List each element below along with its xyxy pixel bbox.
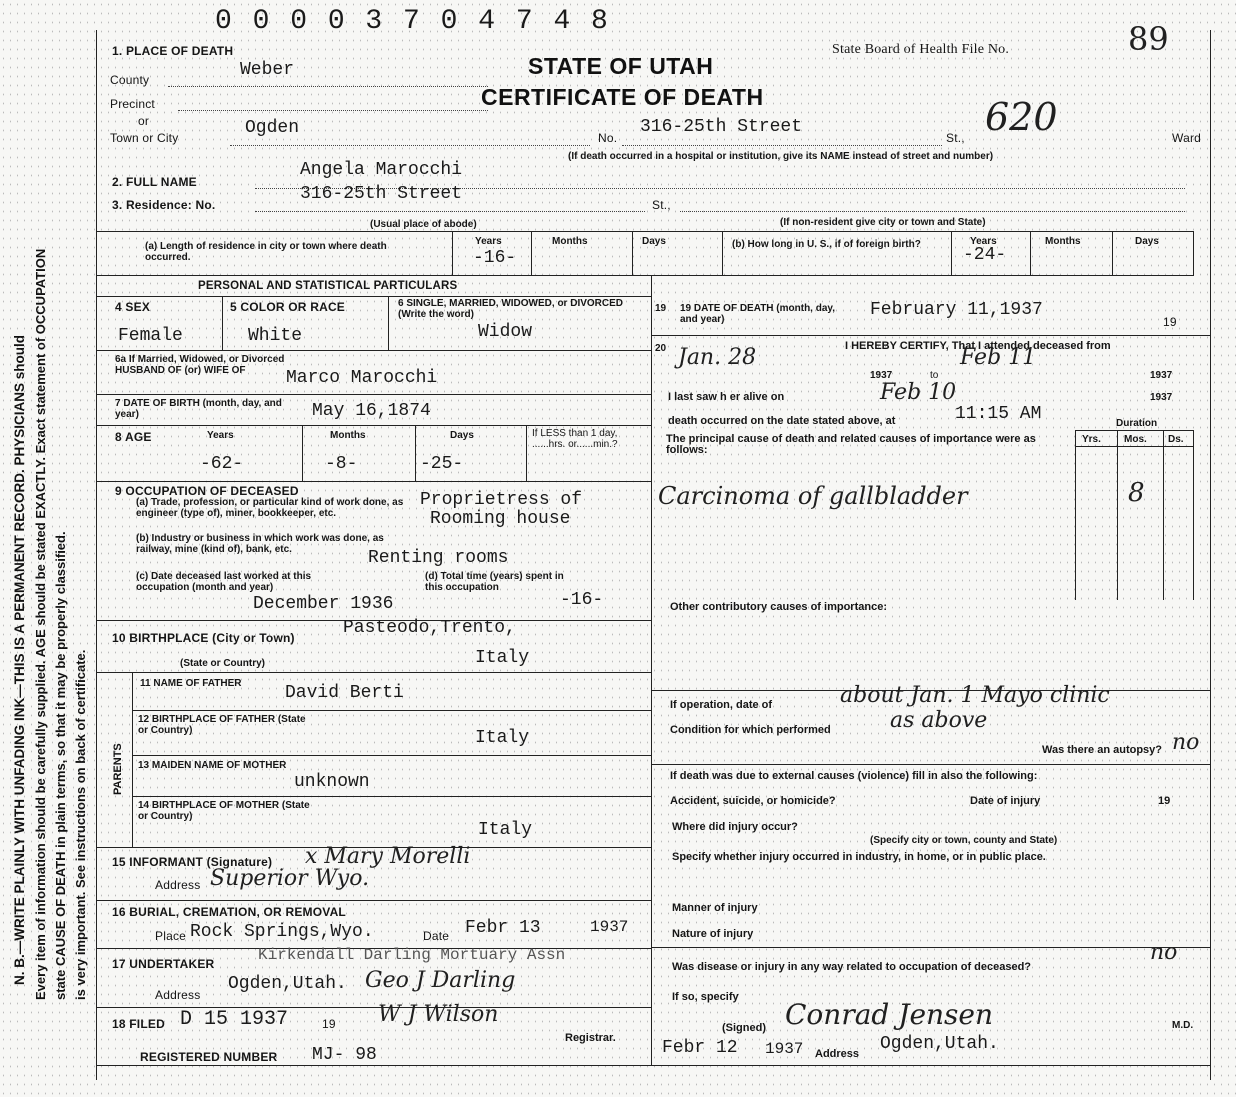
color-value: White xyxy=(248,326,303,346)
ds-header: Ds. xyxy=(1168,434,1184,445)
occ-a2-value: Rooming house xyxy=(430,509,571,529)
dod-label-no: 19 xyxy=(655,303,667,314)
signed-label: (Signed) xyxy=(722,1022,766,1034)
county-value: Weber xyxy=(240,60,295,80)
dob-label: 7 DATE OF BIRTH (month, day, and year) xyxy=(115,398,282,420)
father-birthplace-label: 12 BIRTHPLACE OF FATHER (State or Country) xyxy=(138,714,306,736)
filed-year-suffix: 19 xyxy=(322,1017,336,1031)
certificate-title: CERTIFICATE OF DEATH xyxy=(481,84,764,110)
precinct-label: Precinct xyxy=(110,97,155,111)
occ-a-value: Proprietress of xyxy=(420,490,583,510)
town-label: Town or City xyxy=(110,131,179,145)
local-number: 620 xyxy=(985,95,1058,139)
if-so-label: If so, specify xyxy=(672,991,739,1003)
us-days-header: Days xyxy=(1135,236,1159,247)
st-label: St., xyxy=(946,131,965,145)
sign-address: Ogden,Utah. xyxy=(880,1034,999,1054)
birthplace-city: Pasteodo,Trento, xyxy=(343,618,516,638)
reg-number: MJ- 98 xyxy=(312,1045,377,1065)
informant-address-label: Address xyxy=(155,878,201,892)
informant-signature: x Mary Morelli xyxy=(305,844,471,869)
physician-signature: Conrad Jensen xyxy=(785,998,994,1031)
side-note-4: is very important. See instructions on back of certificate. xyxy=(73,649,88,1000)
burial-label: 16 BURIAL, CREMATION, OR REMOVAL xyxy=(112,905,346,919)
years-header: Years xyxy=(475,236,502,247)
mos-header: Mos. xyxy=(1124,434,1147,445)
operation-label: If operation, date of xyxy=(670,699,773,711)
principal-cause-label: The principal cause of death and related causes of importance were as follows: xyxy=(666,433,1036,456)
side-note-2: Every item of information should be carefully supplied. AGE should be stated EXACTLY. Exact statement of OCCUPATION xyxy=(33,248,48,1000)
years-in-us: -24- xyxy=(963,245,1007,265)
us-years-header: Years xyxy=(970,236,997,247)
cause-of-death: Carcinoma of gallbladder xyxy=(658,482,968,510)
occ-b-label: (b) Industry or business in which work was done, as railway, mine (kind of), bank, etc. xyxy=(136,533,384,555)
side-note-1: N. B.—WRITE PLAINLY WITH UNFADING INK—THIS IS A PERMANENT RECORD. PHYSICIANS should xyxy=(12,334,27,985)
place-label: 1. PLACE OF DEATH xyxy=(112,44,234,58)
where-injury-label: Where did injury occur? xyxy=(672,821,798,833)
sex-value: Female xyxy=(118,326,183,346)
dob-value: May 16,1874 xyxy=(312,401,431,421)
informant-address: Superior Wyo. xyxy=(210,866,370,891)
external-causes-label: If death was due to external causes (violence) fill in also the following: xyxy=(670,770,1038,782)
last-saw-value: Feb 10 xyxy=(880,380,957,405)
undertaker-signature: Geo J Darling xyxy=(365,968,516,993)
or-label: or xyxy=(138,114,150,128)
town-value: Ogden xyxy=(245,118,300,138)
to-label: to xyxy=(930,370,939,381)
occupation-related-label: Was disease or injury in any way related to occupation of deceased? xyxy=(672,961,1032,973)
burial-place-label: Place xyxy=(155,929,187,943)
occ-d-label: (d) Total time (years) spent in this occupation xyxy=(425,571,564,593)
attended-from: Jan. 28 xyxy=(678,345,757,370)
spouse-label: 6a If Married, Widowed, or Divorced HUSBAND OF (or) WIFE OF xyxy=(115,354,285,376)
age-months: -8- xyxy=(325,454,358,474)
dod-value: February 11,1937 xyxy=(870,300,1043,320)
burial-place: Rock Springs,Wyo. xyxy=(190,922,374,942)
specify-city-note: (Specify city or town, county and State) xyxy=(870,835,1058,846)
informant-label: 15 INFORMANT (Signature) xyxy=(112,855,273,869)
undertaker-address: Ogden,Utah. xyxy=(228,974,347,994)
nature-injury-label: Nature of injury xyxy=(672,928,754,940)
injury-year: 19 xyxy=(1158,795,1171,807)
occ-c-label: (c) Date deceased last worked at this occupation (month and year) xyxy=(136,571,312,593)
marital-value: Widow xyxy=(478,322,533,342)
sign-year: 1937 xyxy=(765,1040,804,1058)
hospital-note: (If death occurred in a hospital or institution, give its NAME instead of street and number) xyxy=(568,151,994,162)
sign-date: Febr 12 xyxy=(662,1038,738,1058)
last-saw-year: 1937 xyxy=(1150,392,1173,403)
md-label: M.D. xyxy=(1172,1020,1194,1031)
accident-label: Accident, suicide, or homicide? xyxy=(670,795,836,807)
age-days: -25- xyxy=(420,454,464,474)
father-label: 11 NAME OF FATHER xyxy=(140,678,242,689)
attended-to: Feb 11 xyxy=(960,345,1037,370)
age-months-label: Months xyxy=(330,430,366,441)
registrar-label: Registrar. xyxy=(565,1032,616,1044)
birthplace-label: 10 BIRTHPLACE (City or Town) xyxy=(112,631,295,645)
age-label: 8 AGE xyxy=(115,430,152,444)
abode-note: (Usual place of abode) xyxy=(370,219,477,230)
cause-duration-months: 8 xyxy=(1128,478,1145,508)
residence-value: 316-25th Street xyxy=(300,184,463,204)
county-label: County xyxy=(110,73,150,87)
mother-birthplace: Italy xyxy=(478,820,533,840)
filed-date: D 15 1937 xyxy=(180,1008,289,1031)
injury-date-label: Date of injury xyxy=(970,795,1041,807)
autopsy-value: no xyxy=(1172,730,1200,755)
birthplace-state-label: (State or Country) xyxy=(180,658,265,669)
parents-label: PARENTS xyxy=(112,743,124,795)
full-name-label: 2. FULL NAME xyxy=(112,175,197,189)
condition-value: as above xyxy=(890,708,988,733)
us-months-header: Months xyxy=(1045,236,1081,247)
undertaker-value: Kirkendall Darling Mortuary Assn xyxy=(258,946,566,964)
occupation-related-value: no xyxy=(1150,940,1178,965)
months-header: Months xyxy=(552,236,588,247)
burial-date: Febr 13 xyxy=(465,918,541,938)
death-time: 11:15 AM xyxy=(955,404,1042,424)
attended-to-year: 1937 xyxy=(1150,370,1173,381)
state-title: STATE OF UTAH xyxy=(528,53,714,79)
serial-number: 0 0 0 0 3 7 0 4 7 4 8 xyxy=(215,6,610,37)
less-than-day-label: If LESS than 1 day, ......hrs. or......min.? xyxy=(532,428,618,450)
burial-year: 1937 xyxy=(590,918,629,936)
full-name-value: Angela Marocchi xyxy=(300,160,463,180)
last-saw-label: I last saw h er alive on xyxy=(668,391,785,403)
sign-address-label: Address xyxy=(815,1048,860,1060)
attended-from-year: 1937 xyxy=(870,370,893,381)
ward-label: Ward xyxy=(1172,131,1202,145)
spouse-value: Marco Marocchi xyxy=(286,368,438,388)
death-time-label: death occurred on the date stated above, at xyxy=(668,415,896,427)
age-years-label: Years xyxy=(207,430,234,441)
residence-st-label: St., xyxy=(652,198,671,212)
father-birthplace: Italy xyxy=(475,728,530,748)
autopsy-label: Was there an autopsy? xyxy=(1042,744,1163,756)
certify-number: 20 xyxy=(655,343,667,354)
operation-value: about Jan. 1 Mayo clinic xyxy=(840,683,1110,708)
file-no: 89 xyxy=(1128,20,1169,58)
length-residence-label: (a) Length of residence in city or town where death occurred. xyxy=(145,241,387,263)
residence-label: 3. Residence: No. xyxy=(112,198,216,212)
duration-label: Duration xyxy=(1116,418,1158,429)
marital-label: 6 SINGLE, MARRIED, WIDOWED, or DIVORCED (Write the word) xyxy=(398,298,624,320)
occ-a-label: (a) Trade, profession, or particular kind of work done, as engineer (type of), miner, bookkeeper, etc. xyxy=(136,497,404,519)
occupation-label: 9 OCCUPATION OF DECEASED xyxy=(115,484,299,498)
dod-label: 19 DATE OF DEATH (month, day, and year) xyxy=(680,303,836,325)
reg-number-label: REGISTERED NUMBER xyxy=(140,1050,278,1064)
specify-industry-label: Specify whether injury occurred in industry, in home, or in public place. xyxy=(672,851,1046,863)
mother-value: unknown xyxy=(294,772,370,792)
nonresident-note: (If non-resident give city or town and State) xyxy=(780,217,986,228)
father-value: David Berti xyxy=(285,683,404,703)
dod-suffix: 19 xyxy=(1163,315,1177,329)
other-causes-label: Other contributory causes of importance: xyxy=(670,601,887,613)
registrar-signature: W J Wilson xyxy=(378,1002,499,1027)
yrs-header: Yrs. xyxy=(1082,434,1101,445)
mother-birthplace-label: 14 BIRTHPLACE OF MOTHER (State or Country) xyxy=(138,800,310,822)
side-note-3: state CAUSE OF DEATH in plain terms, so that it may be properly classified. xyxy=(53,531,68,1000)
days-header: Days xyxy=(642,236,666,247)
certify-text: I HEREBY CERTIFY, That I attended deceased from xyxy=(845,340,1111,352)
undertaker-label: 17 UNDERTAKER xyxy=(112,957,215,971)
age-days-label: Days xyxy=(450,430,474,441)
years-in-city: -16- xyxy=(473,248,517,268)
occ-b-value: Renting rooms xyxy=(368,548,509,568)
file-no-label: State Board of Health File No. xyxy=(832,42,1010,57)
condition-label: Condition for which performed xyxy=(670,724,831,736)
burial-date-label: Date xyxy=(423,929,450,943)
occ-c-value: December 1936 xyxy=(253,594,394,614)
color-label: 5 COLOR OR RACE xyxy=(230,300,346,314)
no-label: No. xyxy=(598,131,618,145)
manner-injury-label: Manner of injury xyxy=(672,902,758,914)
sex-label: 4 SEX xyxy=(115,300,151,314)
filed-label: 18 FILED xyxy=(112,1017,165,1031)
age-years: -62- xyxy=(200,454,244,474)
personal-heading: PERSONAL AND STATISTICAL PARTICULARS xyxy=(198,280,458,292)
undertaker-address-label: Address xyxy=(155,988,201,1002)
occ-d-value: -16- xyxy=(560,590,604,610)
street-value: 316-25th Street xyxy=(640,117,803,137)
birthplace-country: Italy xyxy=(475,648,530,668)
mother-label: 13 MAIDEN NAME OF MOTHER xyxy=(138,760,287,771)
us-residence-label: (b) How long in U. S., if of foreign birth? xyxy=(732,239,921,250)
